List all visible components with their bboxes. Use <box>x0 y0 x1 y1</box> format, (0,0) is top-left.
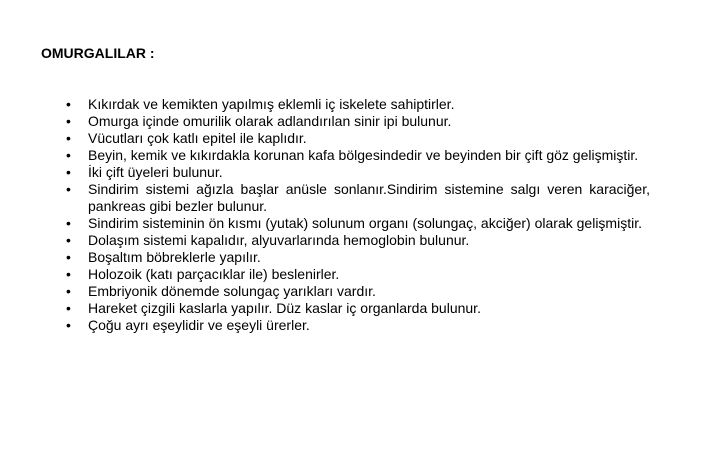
feature-list <box>66 96 650 334</box>
bullet-icon: • <box>66 317 71 333</box>
list-item <box>66 130 650 147</box>
list-item-text: Holozoik (katı parçacıklar ile) beslenirler. <box>88 266 340 282</box>
list-item <box>66 181 650 215</box>
list-item-text: Vücutları çok katlı epitel ile kaplıdır. <box>88 130 307 146</box>
list-item-text: Sindirim sisteminin ön kısmı (yutak) solunum organı (solungaç, akciğer) olarak gelişmiştir. <box>88 215 642 231</box>
list-item-text: Omurga içinde omurilik olarak adlandırılan sinir ipi bulunur. <box>88 113 452 129</box>
list-item-text: Dolaşım sistemi kapalıdır, alyuvarlarında hemoglobin bulunur. <box>88 232 470 248</box>
list-item <box>66 300 650 317</box>
bullet-icon: • <box>66 300 71 316</box>
list-item <box>66 215 650 232</box>
bullet-icon: • <box>66 181 71 197</box>
list-item <box>66 96 650 113</box>
bullet-icon: • <box>66 266 71 282</box>
bullet-icon: • <box>66 283 71 299</box>
bullet-icon: • <box>66 215 71 231</box>
list-item-text: Çoğu ayrı eşeylidir ve eşeyli ürerler. <box>88 317 310 333</box>
list-item-text: Sindirim sistemi ağızla başlar anüsle sonlanır.Sindirim sistemine salgı veren karaciğer, pankreas gibi bezler bulunur. <box>88 181 650 214</box>
list-item-text: İki çift üyeleri bulunur. <box>88 164 223 180</box>
document-heading: OMURGALILAR : <box>41 45 155 61</box>
list-item <box>66 164 650 181</box>
list-item <box>66 113 650 130</box>
bullet-icon: • <box>66 164 71 180</box>
list-item-text: Embriyonik dönemde solungaç yarıkları vardır. <box>88 283 376 299</box>
list-item <box>66 283 650 300</box>
bullet-icon: • <box>66 249 71 265</box>
list-item-text: Beyin, kemik ve kıkırdakla korunan kafa bölgesindedir ve beyinden bir çift göz gelişmiştir. <box>88 147 639 163</box>
list-item <box>66 266 650 283</box>
bullet-icon: • <box>66 130 71 146</box>
bullet-icon: • <box>66 113 71 129</box>
list-item <box>66 249 650 266</box>
bullet-icon: • <box>66 232 71 248</box>
list-item <box>66 147 650 164</box>
bullet-icon: • <box>66 147 71 163</box>
list-item-text: Hareket çizgili kaslarla yapılır. Düz kaslar iç organlarda bulunur. <box>88 300 481 316</box>
bullet-icon: • <box>66 96 71 112</box>
list-item-text: Kıkırdak ve kemikten yapılmış eklemli iç iskelete sahiptirler. <box>88 96 455 112</box>
list-item <box>66 232 650 249</box>
list-item <box>66 317 650 334</box>
list-item-text: Boşaltım böbreklerle yapılır. <box>88 249 261 265</box>
